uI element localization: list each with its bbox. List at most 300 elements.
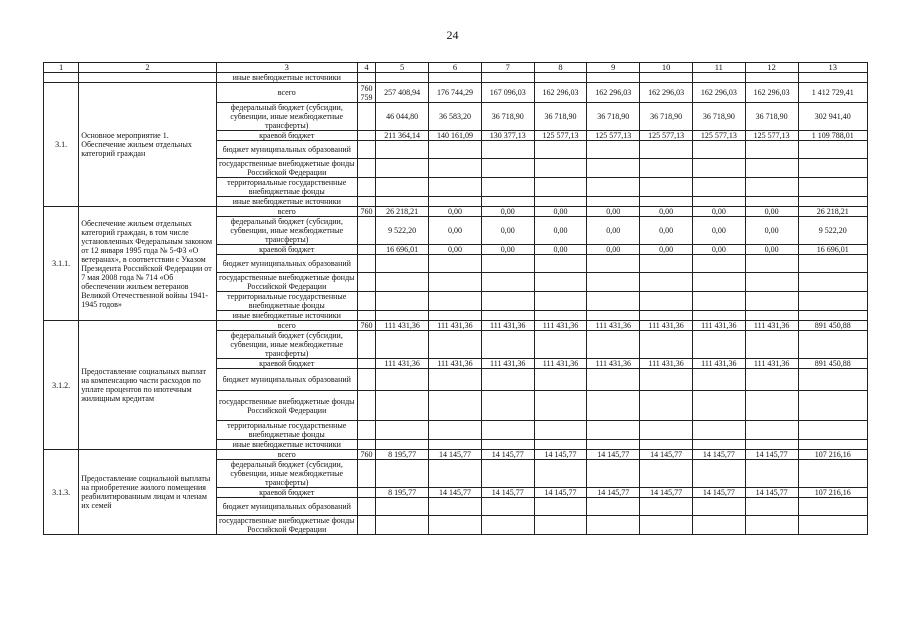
amount-cell [429, 292, 482, 311]
kbc-cell [357, 292, 376, 311]
amount-cell [534, 460, 587, 488]
total-cell [798, 292, 867, 311]
total-cell: 26 218,21 [798, 207, 867, 217]
source-label: федеральный бюджет (субсидии, субвенции, иные межбюджетные трансферты) [216, 217, 357, 245]
col-header-9: 9 [587, 63, 640, 73]
amount-cell [429, 516, 482, 535]
source-label: всего [216, 450, 357, 460]
amount-cell [587, 460, 640, 488]
amount-cell [481, 516, 534, 535]
amount-cell [745, 516, 798, 535]
kbc-cell [357, 159, 376, 178]
col-header-1: 1 [44, 63, 79, 73]
amount-cell: 176 744,29 [429, 83, 482, 103]
amount-cell [692, 197, 745, 207]
amount-cell [376, 421, 429, 440]
amount-cell [692, 460, 745, 488]
amount-cell: 162 296,03 [587, 83, 640, 103]
total-cell [798, 421, 867, 440]
amount-cell [481, 311, 534, 321]
amount-cell [640, 273, 693, 292]
source-label: федеральный бюджет (субсидии, субвенции, иные межбюджетные трансферты) [216, 460, 357, 488]
amount-cell: 162 296,03 [534, 83, 587, 103]
amount-cell [745, 255, 798, 273]
amount-cell: 111 431,36 [640, 359, 693, 369]
amount-cell: 0,00 [429, 217, 482, 245]
amount-cell [692, 159, 745, 178]
amount-cell [640, 292, 693, 311]
source-label: бюджет муниципальных образований [216, 498, 357, 516]
amount-cell [534, 292, 587, 311]
amount-cell [534, 421, 587, 440]
amount-cell [429, 141, 482, 159]
kbc-cell [357, 460, 376, 488]
amount-cell [376, 178, 429, 197]
amount-cell [376, 292, 429, 311]
source-label: территориальные государственные внебюджетные фонды [216, 178, 357, 197]
amount-cell [481, 331, 534, 359]
total-cell: 107 216,16 [798, 488, 867, 498]
total-cell [798, 391, 867, 421]
amount-cell: 0,00 [534, 207, 587, 217]
amount-cell: 0,00 [692, 207, 745, 217]
amount-cell: 0,00 [692, 217, 745, 245]
amount-cell [640, 498, 693, 516]
amount-cell: 36 583,20 [429, 103, 482, 131]
amount-cell [481, 255, 534, 273]
amount-cell [692, 178, 745, 197]
total-cell: 16 696,01 [798, 245, 867, 255]
amount-cell [429, 369, 482, 391]
amount-cell [587, 516, 640, 535]
total-cell: 891 450,88 [798, 321, 867, 331]
source-label: иные внебюджетные источники [216, 440, 357, 450]
amount-cell [481, 292, 534, 311]
amount-cell [587, 498, 640, 516]
amount-cell [587, 331, 640, 359]
amount-cell [692, 421, 745, 440]
total-cell: 891 450,88 [798, 359, 867, 369]
amount-cell [745, 369, 798, 391]
amount-cell: 0,00 [429, 207, 482, 217]
amount-cell [376, 460, 429, 488]
section-code: 3.1. [44, 83, 79, 207]
amount-cell: 0,00 [587, 207, 640, 217]
amount-cell: 0,00 [745, 207, 798, 217]
col-header-3: 3 [216, 63, 357, 73]
source-label: всего [216, 207, 357, 217]
amount-cell: 36 718,90 [481, 103, 534, 131]
amount-cell: 111 431,36 [481, 321, 534, 331]
amount-cell [745, 141, 798, 159]
amount-cell [481, 178, 534, 197]
amount-cell [534, 391, 587, 421]
amount-cell [481, 273, 534, 292]
amount-cell [534, 273, 587, 292]
amount-cell [376, 197, 429, 207]
amount-cell [376, 369, 429, 391]
amount-cell [640, 516, 693, 535]
kbc-cell [357, 178, 376, 197]
amount-cell [429, 460, 482, 488]
source-label: федеральный бюджет (субсидии, субвенции, иные межбюджетные трансферты) [216, 103, 357, 131]
amount-cell: 14 145,77 [481, 450, 534, 460]
amount-cell [429, 159, 482, 178]
amount-cell: 0,00 [481, 245, 534, 255]
amount-cell: 0,00 [534, 217, 587, 245]
amount-cell: 14 145,77 [745, 450, 798, 460]
col-header-6: 6 [429, 63, 482, 73]
amount-cell [429, 311, 482, 321]
amount-cell: 111 431,36 [745, 359, 798, 369]
amount-cell [534, 141, 587, 159]
amount-cell [692, 498, 745, 516]
amount-cell [692, 369, 745, 391]
amount-cell: 111 431,36 [376, 321, 429, 331]
kbc-cell [357, 321, 376, 331]
amount-cell: 36 718,90 [640, 103, 693, 131]
amount-cell [481, 391, 534, 421]
source-label: бюджет муниципальных образований [216, 369, 357, 391]
total-cell [798, 460, 867, 488]
source-label: иные внебюджетные источники [216, 197, 357, 207]
table-row [44, 207, 868, 217]
amount-cell [376, 273, 429, 292]
kbc-cell [357, 103, 376, 131]
amount-cell [587, 369, 640, 391]
amount-cell: 0,00 [587, 217, 640, 245]
kbc-code: 760 [360, 450, 373, 459]
total-cell: 107 216,16 [798, 450, 867, 460]
amount-cell: 14 145,77 [534, 450, 587, 460]
amount-cell [534, 197, 587, 207]
source-label: федеральный бюджет (субсидии, субвенции, иные межбюджетные трансферты) [216, 331, 357, 359]
amount-cell [587, 391, 640, 421]
amount-cell: 111 431,36 [692, 321, 745, 331]
total-cell: 1 412 729,41 [798, 83, 867, 103]
amount-cell [692, 331, 745, 359]
amount-cell [587, 440, 640, 450]
amount-cell [376, 141, 429, 159]
amount-cell [640, 391, 693, 421]
amount-cell: 111 431,36 [376, 359, 429, 369]
kbc-cell [357, 207, 376, 217]
kbc-cell [357, 369, 376, 391]
kbc-code: 760 [360, 83, 373, 93]
amount-cell: 0,00 [587, 245, 640, 255]
budget-table [43, 62, 868, 535]
amount-cell [745, 197, 798, 207]
amount-cell [534, 311, 587, 321]
amount-cell [534, 369, 587, 391]
amount-cell: 0,00 [429, 245, 482, 255]
amount-cell: 14 145,77 [587, 488, 640, 498]
section-name: Предоставление социальных выплат на компенсацию части расходов по уплате процентов по ипотечным жилищным кредитам [79, 321, 217, 450]
amount-cell [429, 421, 482, 440]
amount-cell [534, 178, 587, 197]
amount-cell: 46 044,80 [376, 103, 429, 131]
amount-cell [481, 421, 534, 440]
section-code: 3.1.3. [44, 450, 79, 535]
amount-cell [534, 331, 587, 359]
section-code: 3.1.2. [44, 321, 79, 450]
amount-cell: 111 431,36 [534, 321, 587, 331]
amount-cell [745, 498, 798, 516]
amount-cell: 9 522,20 [376, 217, 429, 245]
source-label: государственные внебюджетные фонды Российской Федерации [216, 159, 357, 178]
total-cell [798, 141, 867, 159]
amount-cell: 0,00 [481, 217, 534, 245]
table-row [44, 450, 868, 460]
amount-cell: 0,00 [534, 245, 587, 255]
amount-cell [429, 197, 482, 207]
amount-cell [745, 311, 798, 321]
amount-cell [376, 516, 429, 535]
amount-cell: 111 431,36 [481, 359, 534, 369]
kbc-cell [357, 273, 376, 292]
amount-cell: 0,00 [640, 245, 693, 255]
amount-cell [692, 391, 745, 421]
amount-cell [692, 141, 745, 159]
amount-cell: 16 696,01 [376, 245, 429, 255]
total-cell: 1 109 788,01 [798, 131, 867, 141]
source-label: территориальные государственные внебюджетные фонды [216, 421, 357, 440]
amount-cell [376, 255, 429, 273]
amount-cell [376, 391, 429, 421]
amount-cell: 125 577,13 [534, 131, 587, 141]
section-name: Предоставление социальной выплаты на приобретение жилого помещения реабилитированным лицам и членам их семей [79, 450, 217, 535]
amount-cell [692, 292, 745, 311]
total-cell [798, 331, 867, 359]
amount-cell [745, 178, 798, 197]
amount-cell: 36 718,90 [587, 103, 640, 131]
total-cell [798, 440, 867, 450]
amount-cell [481, 369, 534, 391]
amount-cell: 111 431,36 [534, 359, 587, 369]
col-header-7: 7 [481, 63, 534, 73]
amount-cell [587, 159, 640, 178]
source-label: государственные внебюджетные фонды Российской Федерации [216, 391, 357, 421]
amount-cell: 130 377,13 [481, 131, 534, 141]
amount-cell [481, 141, 534, 159]
amount-cell: 0,00 [640, 207, 693, 217]
amount-cell: 0,00 [640, 217, 693, 245]
kbc-code: 759 [360, 92, 373, 102]
amount-cell: 125 577,13 [745, 131, 798, 141]
amount-cell [745, 391, 798, 421]
amount-cell: 125 577,13 [692, 131, 745, 141]
amount-cell [640, 440, 693, 450]
kbc-code: 760 [360, 207, 373, 216]
total-cell [798, 197, 867, 207]
table-row [44, 321, 868, 331]
kbc-cell [357, 331, 376, 359]
amount-cell [640, 311, 693, 321]
amount-cell [429, 255, 482, 273]
amount-cell [429, 391, 482, 421]
amount-cell: 0,00 [745, 245, 798, 255]
amount-cell [745, 159, 798, 178]
total-cell [798, 159, 867, 178]
page-number: 24 [446, 28, 459, 42]
amount-cell [745, 331, 798, 359]
amount-cell [640, 178, 693, 197]
amount-cell [692, 273, 745, 292]
amount-cell [640, 197, 693, 207]
amount-cell: 0,00 [481, 207, 534, 217]
amount-cell: 36 718,90 [534, 103, 587, 131]
amount-cell: 14 145,77 [429, 450, 482, 460]
amount-cell [692, 516, 745, 535]
source-label: всего [216, 321, 357, 331]
source-label: иные внебюджетные источники [216, 311, 357, 321]
col-header-2: 2 [79, 63, 217, 73]
kbc-cell [357, 516, 376, 535]
source-label: всего [216, 83, 357, 103]
amount-cell: 14 145,77 [692, 450, 745, 460]
amount-cell: 0,00 [745, 217, 798, 245]
section-code: 3.1.1. [44, 207, 79, 321]
amount-cell [587, 292, 640, 311]
amount-cell [481, 197, 534, 207]
amount-cell [745, 292, 798, 311]
amount-cell [481, 460, 534, 488]
amount-cell: 111 431,36 [640, 321, 693, 331]
amount-cell [376, 311, 429, 321]
source-label: государственные внебюджетные фонды Российской Федерации [216, 516, 357, 535]
amount-cell: 14 145,77 [692, 488, 745, 498]
kbc-cell [357, 217, 376, 245]
kbc-cell [357, 440, 376, 450]
kbc-cell [357, 391, 376, 421]
col-header-13: 13 [798, 63, 867, 73]
col-header-4: 4 [357, 63, 376, 73]
amount-cell [640, 255, 693, 273]
amount-cell [640, 421, 693, 440]
amount-cell [429, 273, 482, 292]
total-cell [798, 516, 867, 535]
amount-cell [429, 440, 482, 450]
amount-cell [429, 178, 482, 197]
amount-cell: 14 145,77 [429, 488, 482, 498]
amount-cell: 0,00 [692, 245, 745, 255]
amount-cell: 167 096,03 [481, 83, 534, 103]
amount-cell [587, 311, 640, 321]
amount-cell [745, 421, 798, 440]
amount-cell [640, 369, 693, 391]
total-cell [798, 273, 867, 292]
amount-cell [587, 197, 640, 207]
amount-cell [376, 440, 429, 450]
amount-cell: 162 296,03 [745, 83, 798, 103]
amount-cell [481, 159, 534, 178]
source-label: краевой бюджет [216, 131, 357, 141]
total-cell [798, 255, 867, 273]
amount-cell [481, 440, 534, 450]
amount-cell [640, 141, 693, 159]
amount-cell [692, 255, 745, 273]
col-header-11: 11 [692, 63, 745, 73]
kbc-cell [357, 311, 376, 321]
amount-cell: 211 364,14 [376, 131, 429, 141]
amount-cell [429, 498, 482, 516]
source-label: краевой бюджет [216, 359, 357, 369]
amount-cell [640, 159, 693, 178]
amount-cell [587, 421, 640, 440]
kbc-cell [357, 131, 376, 141]
amount-cell [587, 141, 640, 159]
section-name: Основное мероприятие 1. Обеспечение жильем отдельных категорий граждан [79, 83, 217, 207]
kbc-cell [357, 450, 376, 460]
amount-cell [745, 273, 798, 292]
amount-cell [692, 311, 745, 321]
amount-cell [587, 255, 640, 273]
amount-cell: 111 431,36 [692, 359, 745, 369]
amount-cell: 14 145,77 [481, 488, 534, 498]
total-cell [798, 369, 867, 391]
amount-cell: 8 195,77 [376, 488, 429, 498]
amount-cell: 36 718,90 [745, 103, 798, 131]
amount-cell: 257 408,94 [376, 83, 429, 103]
amount-cell [534, 440, 587, 450]
amount-cell [692, 440, 745, 450]
col-header-8: 8 [534, 63, 587, 73]
amount-cell [534, 498, 587, 516]
amount-cell: 14 145,77 [640, 450, 693, 460]
source-label: бюджет муниципальных образований [216, 255, 357, 273]
amount-cell [534, 159, 587, 178]
kbc-cell [357, 498, 376, 516]
col-header-10: 10 [640, 63, 693, 73]
amount-cell [640, 460, 693, 488]
amount-cell [376, 159, 429, 178]
amount-cell [534, 516, 587, 535]
amount-cell: 125 577,13 [587, 131, 640, 141]
amount-cell [534, 255, 587, 273]
amount-cell: 36 718,90 [692, 103, 745, 131]
total-cell [798, 498, 867, 516]
amount-cell: 14 145,77 [745, 488, 798, 498]
kbc-cell [357, 421, 376, 440]
section-name: Обеспечение жильем отдельных категорий граждан, в том числе установленных Федеральным законом от 12 января 1995 года № 5-ФЗ «О ветеранах», в соответствии с Указом Президента Российской Федерации от 7 мая 2008 года № 714 «Об обеспечении жильем ветеранов Великой Отечественной войны 1941-1945 годов» [79, 207, 217, 321]
amount-cell [745, 460, 798, 488]
amount-cell: 162 296,03 [692, 83, 745, 103]
amount-cell: 8 195,77 [376, 450, 429, 460]
source-label: краевой бюджет [216, 245, 357, 255]
amount-cell: 140 161,09 [429, 131, 482, 141]
kbc-cell [357, 255, 376, 273]
amount-cell [587, 273, 640, 292]
table-row [44, 83, 868, 103]
source-label: государственные внебюджетные фонды Российской Федерации [216, 273, 357, 292]
amount-cell: 14 145,77 [534, 488, 587, 498]
total-cell [798, 178, 867, 197]
amount-cell: 111 431,36 [587, 359, 640, 369]
source-label: бюджет муниципальных образований [216, 141, 357, 159]
kbc-cell [357, 197, 376, 207]
source-label: территориальные государственные внебюджетные фонды [216, 292, 357, 311]
amount-cell: 111 431,36 [429, 321, 482, 331]
amount-cell [745, 440, 798, 450]
total-cell: 9 522,20 [798, 217, 867, 245]
kbc-cell [357, 83, 376, 103]
amount-cell: 111 431,36 [429, 359, 482, 369]
amount-cell [587, 178, 640, 197]
kbc-cell [357, 245, 376, 255]
carry-over-row [44, 73, 868, 83]
source-label: краевой бюджет [216, 488, 357, 498]
kbc-cell [357, 488, 376, 498]
